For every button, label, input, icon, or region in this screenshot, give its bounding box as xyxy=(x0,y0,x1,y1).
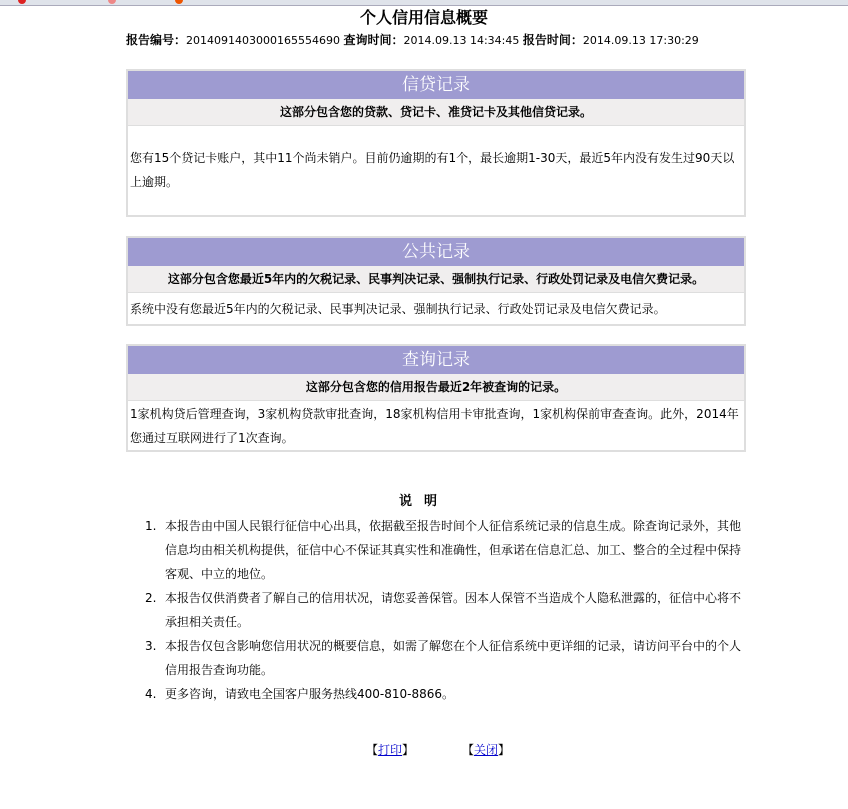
section-header: 查询记录 xyxy=(128,346,744,374)
section-header: 信贷记录 xyxy=(128,71,744,99)
section-body: 您有15个贷记卡账户，其中11个尚未销户。目前仍逾期的有1个，最长逾期1-30天，最近5年内没有发生过90天以上逾期。 xyxy=(130,151,735,189)
section-subtitle: 这部分包含您的信用报告最近2年被查询的记录。 xyxy=(128,374,744,401)
section-subtitle: 这部分包含您最近5年内的欠税记录、民事判决记录、强制执行记录、行政处罚记录及电信欠费记录。 xyxy=(128,266,744,293)
note-text: 本报告仅供消费者了解自己的信用状况，请您妥善保管。因本人保管不当造成个人隐私泄露的，征信中心将不承担相关责任。 xyxy=(165,591,742,629)
print-link-wrapper xyxy=(366,741,414,758)
toolbar-icon[interactable] xyxy=(18,0,26,4)
note-item xyxy=(145,682,745,706)
note-number: 1. xyxy=(145,519,157,533)
notes-title: 说明 xyxy=(398,494,449,509)
report-time-label: 报告时间： xyxy=(522,33,583,47)
toolbar-icon[interactable] xyxy=(108,0,116,4)
report-meta xyxy=(126,31,699,48)
public-record-panel xyxy=(126,236,746,326)
note-text: 本报告仅包含影响您信用状况的概要信息，如需了解您在个人征信系统中更详细的记录，请访问平台中的个人信用报告查询功能。 xyxy=(165,639,742,677)
note-item xyxy=(145,634,745,682)
report-no: 2014091403000165554690 xyxy=(186,34,340,47)
bracket: 【 xyxy=(366,743,379,757)
section-body: 1家机构贷后管理查询，3家机构贷款审批查询，18家机构信用卡审批查询，1家机构保前审查查询。此外，2014年您通过互联网进行了1次查询。 xyxy=(130,407,739,445)
page-title: 个人信用信息概要 xyxy=(359,8,488,27)
bracket: 】 xyxy=(498,743,511,757)
query-time-label: 查询时间： xyxy=(343,33,404,47)
note-number: 3. xyxy=(145,639,157,653)
bracket: 【 xyxy=(462,743,475,757)
notes-list xyxy=(145,514,745,706)
toolbar-icon[interactable] xyxy=(175,0,183,4)
report-time: 2014.09.13 17:30:29 xyxy=(582,34,699,47)
note-number: 4. xyxy=(145,687,157,701)
print-link[interactable]: 打印 xyxy=(378,743,403,757)
bracket: 】 xyxy=(402,743,415,757)
query-record-panel xyxy=(126,344,746,452)
report-no-label: 报告编号： xyxy=(126,33,187,47)
close-link[interactable]: 关闭 xyxy=(474,743,499,757)
close-link-wrapper xyxy=(462,741,510,758)
note-item xyxy=(145,514,745,586)
note-text: 更多咨询，请致电全国客户服务热线400-810-8866。 xyxy=(165,687,455,701)
note-text: 本报告由中国人民银行征信中心出具，依据截至报告时间个人征信系统记录的信息生成。除查询记录外，其他信息均由相关机构提供，征信中心不保证其真实性和准确性，但承诺在信息汇总、加工、整合的全过程中保持客观、中立的地位。 xyxy=(165,519,742,581)
section-subtitle: 这部分包含您的贷款、贷记卡、准贷记卡及其他信贷记录。 xyxy=(128,99,744,126)
query-time: 2014.09.13 14:34:45 xyxy=(403,34,520,47)
note-item xyxy=(145,586,745,634)
note-number: 2. xyxy=(145,591,157,605)
credit-record-panel xyxy=(126,69,746,217)
section-body: 系统中没有您最近5年内的欠税记录、民事判决记录、强制执行记录、行政处罚记录及电信欠费记录。 xyxy=(130,302,666,316)
section-header: 公共记录 xyxy=(128,238,744,266)
